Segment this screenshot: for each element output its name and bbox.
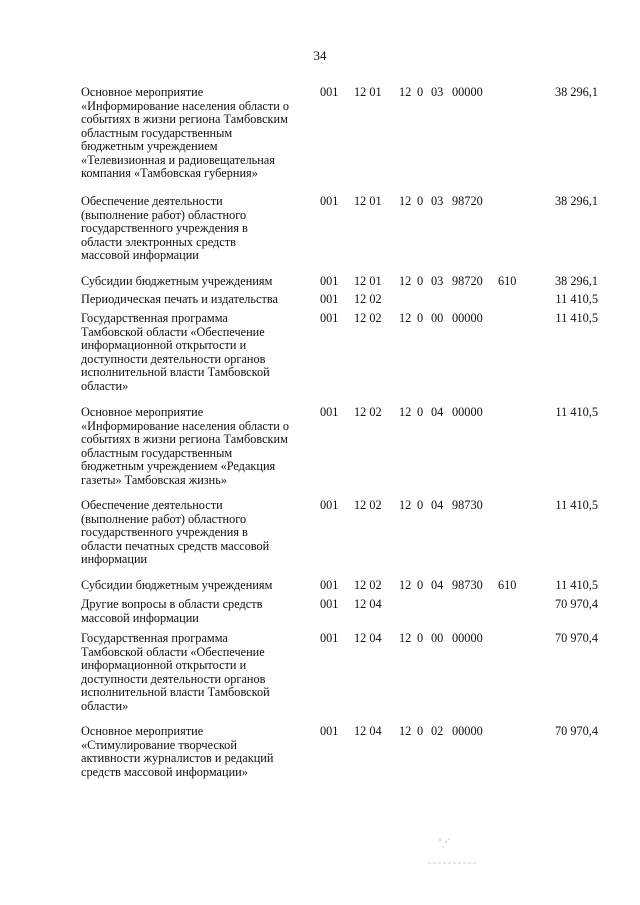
row-name: Другие вопросы в области средств массовой информации (81, 597, 263, 625)
row-vedom: 001 (320, 194, 339, 208)
row-direction: 98720 (452, 274, 483, 288)
row-subprogram: 0 (417, 724, 424, 738)
row-main-event: 04 (431, 498, 444, 512)
row-subprogram: 0 (417, 274, 424, 288)
row-sum: 11 410,5 (555, 578, 598, 592)
row-vedom: 001 (320, 311, 339, 325)
row-vedom: 001 (320, 724, 339, 738)
row-subprogram: 0 (417, 578, 424, 592)
row-program: 12 (399, 194, 412, 208)
row-sum: 11 410,5 (555, 498, 598, 512)
row-razdel: 12 02 (354, 292, 382, 306)
row-name: Основное мероприятие «Информирование населения области о событиях в жизни региона Тамбовским областным государственным бюджетным учреждением «Редакция газеты» Тамбовская жизнь» (81, 405, 290, 487)
row-name: Обеспечение деятельности (выполнение работ) областного государственного учреждения в области электронных средств массовой информации (81, 194, 248, 262)
row-direction: 00000 (452, 85, 483, 99)
row-subprogram: 0 (417, 498, 424, 512)
row-subprogram: 0 (417, 311, 424, 325)
row-vedom: 001 (320, 292, 339, 306)
row-name: Основное мероприятие «Стимулирование творческой активности журналистов и редакций средств массовой информации» (81, 724, 274, 779)
row-razdel: 12 04 (354, 724, 382, 738)
row-program: 12 (399, 85, 412, 99)
row-subprogram: 0 (417, 194, 424, 208)
row-sum: 70 970,4 (554, 597, 598, 611)
row-subprogram: 0 (417, 405, 424, 419)
row-sum: 11 410,5 (555, 405, 598, 419)
faint-stamp-mark (420, 836, 482, 866)
row-program: 12 (399, 311, 412, 325)
row-main-event: 03 (431, 85, 444, 99)
row-name: Государственная программа Тамбовской области «Обеспечение информационной открытости и доступности деятельности органов исполнительной власти Тамбовской области» (81, 311, 270, 393)
row-name: Субсидии бюджетным учреждениям (81, 274, 273, 288)
row-program: 12 (399, 578, 412, 592)
row-name: Государственная программа Тамбовской области «Обеспечение информационной открытости и доступности деятельности органов исполнительной власти Тамбовской области» (81, 631, 270, 713)
row-razdel: 12 02 (354, 405, 382, 419)
row-direction: 00000 (452, 631, 483, 645)
row-main-event: 04 (431, 578, 444, 592)
row-sum: 11 410,5 (555, 311, 598, 325)
row-razdel: 12 02 (354, 578, 382, 592)
row-direction: 98730 (452, 578, 483, 592)
row-razdel: 12 01 (354, 85, 382, 99)
row-program: 12 (399, 498, 412, 512)
row-razdel: 12 04 (354, 597, 382, 611)
row-main-event: 00 (431, 631, 444, 645)
row-main-event: 03 (431, 274, 444, 288)
row-razdel: 12 04 (354, 631, 382, 645)
row-main-event: 00 (431, 311, 444, 325)
row-razdel: 12 02 (354, 498, 382, 512)
row-program: 12 (399, 405, 412, 419)
row-sum: 38 296,1 (554, 194, 598, 208)
row-sum: 38 296,1 (554, 85, 598, 99)
row-subprogram: 0 (417, 85, 424, 99)
row-main-event: 03 (431, 194, 444, 208)
row-name: Периодическая печать и издательства (81, 292, 278, 306)
row-main-event: 04 (431, 405, 444, 419)
row-program: 12 (399, 724, 412, 738)
page-number: 34 (313, 48, 327, 63)
row-vedom: 001 (320, 631, 339, 645)
row-razdel: 12 01 (354, 274, 382, 288)
row-sum: 38 296,1 (554, 274, 598, 288)
row-sum: 70 970,4 (554, 724, 598, 738)
row-direction: 00000 (452, 724, 483, 738)
row-expense-type: 610 (498, 274, 517, 288)
row-razdel: 12 01 (354, 194, 382, 208)
row-vedom: 001 (320, 597, 339, 611)
row-name: Субсидии бюджетным учреждениям (81, 578, 273, 592)
row-vedom: 001 (320, 578, 339, 592)
row-program: 12 (399, 631, 412, 645)
row-vedom: 001 (320, 85, 339, 99)
row-sum: 11 410,5 (555, 292, 598, 306)
row-name: Основное мероприятие «Информирование населения области о событиях в жизни региона Тамбовским областным государственным бюджетным учреждением «Телевизионная и радиовещательная компания «Тамбовская губерния» (81, 85, 290, 180)
row-subprogram: 0 (417, 631, 424, 645)
row-main-event: 02 (431, 724, 444, 738)
row-program: 12 (399, 274, 412, 288)
row-direction: 98720 (452, 194, 483, 208)
row-direction: 98730 (452, 498, 483, 512)
row-direction: 00000 (452, 405, 483, 419)
row-vedom: 001 (320, 498, 339, 512)
row-vedom: 001 (320, 405, 339, 419)
row-sum: 70 970,4 (554, 631, 598, 645)
row-direction: 00000 (452, 311, 483, 325)
row-razdel: 12 02 (354, 311, 382, 325)
row-vedom: 001 (320, 274, 339, 288)
row-expense-type: 610 (498, 578, 517, 592)
row-name: Обеспечение деятельности (выполнение работ) областного государственного учреждения в области печатных средств массовой информации (81, 498, 270, 566)
